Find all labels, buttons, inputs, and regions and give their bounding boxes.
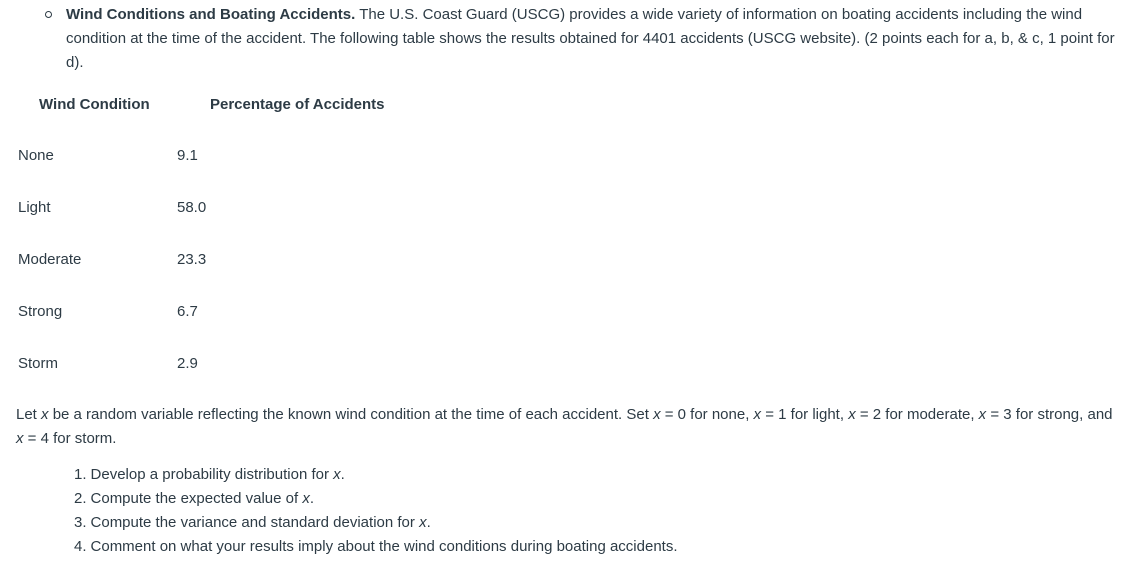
- task-text: Comment on what your results imply about the wind conditions during boating accidents.: [90, 538, 678, 555]
- task-end: .: [309, 490, 314, 507]
- intro-variable: x: [16, 430, 24, 447]
- task-end: .: [426, 514, 431, 531]
- task-text: Compute the expected value of: [90, 490, 303, 507]
- task-number: 2.: [74, 490, 87, 507]
- row-percentage: 58.0: [177, 199, 207, 216]
- task-list: [74, 463, 678, 559]
- problem-body: The U.S. Coast Guard (USCG) provides a wide variety of information on boating accidents including the wind condition at the time of the accident. The following table shows the results obtained for 4401 accidents (USCG website). (2 points each for a, b, & c, 1 point for d).: [66, 6, 1115, 71]
- task-end: .: [340, 466, 345, 483]
- intro-text: = 3 for strong, and: [986, 406, 1113, 423]
- row-percentage: 23.3: [177, 251, 207, 268]
- row-percentage: 6.7: [177, 303, 198, 320]
- row-condition: Storm: [18, 355, 59, 372]
- header-wind-condition: Wind Condition: [39, 96, 150, 113]
- intro-text: = 1 for light,: [761, 406, 849, 423]
- intro-text: = 4 for storm.: [23, 430, 117, 447]
- row-condition: Strong: [18, 303, 63, 320]
- task-text: Develop a probability distribution for: [90, 466, 334, 483]
- table-row: [0, 302, 400, 322]
- intro-text: Let: [16, 406, 42, 423]
- task-item: [74, 487, 678, 511]
- row-condition: Light: [18, 199, 51, 216]
- task-number: 4.: [74, 538, 87, 555]
- intro-variable: x: [848, 406, 856, 423]
- bullet-icon: [45, 11, 52, 18]
- table-row: [0, 354, 400, 374]
- intro-text: be a random variable reflecting the known wind condition at the time of each accident. Set: [48, 406, 654, 423]
- task-item: [74, 535, 678, 559]
- intro-variable: x: [41, 406, 49, 423]
- task-variable: x: [302, 490, 310, 507]
- intro-variable: x: [753, 406, 762, 423]
- variable-definition: [16, 403, 1116, 451]
- intro-variable: x: [653, 406, 661, 423]
- row-percentage: 9.1: [177, 147, 198, 164]
- task-variable: x: [333, 466, 341, 483]
- row-condition: None: [18, 147, 54, 164]
- task-variable: x: [419, 514, 427, 531]
- task-number: 1.: [74, 466, 87, 483]
- task-text: Compute the variance and standard deviation for: [90, 514, 420, 531]
- table-row: [0, 198, 400, 218]
- problem-statement: [66, 3, 1116, 75]
- row-condition: Moderate: [18, 251, 82, 268]
- task-number: 3.: [74, 514, 87, 531]
- table-row: [0, 250, 400, 270]
- intro-text: = 0 for none,: [660, 406, 754, 423]
- task-item: [74, 511, 678, 535]
- intro-text: = 2 for moderate,: [855, 406, 979, 423]
- task-item: [74, 463, 678, 487]
- intro-variable: x: [978, 406, 987, 423]
- table-row: [0, 146, 400, 166]
- row-percentage: 2.9: [177, 355, 198, 372]
- problem-title: Wind Conditions and Boating Accidents.: [66, 6, 356, 23]
- header-percentage: Percentage of Accidents: [210, 96, 385, 113]
